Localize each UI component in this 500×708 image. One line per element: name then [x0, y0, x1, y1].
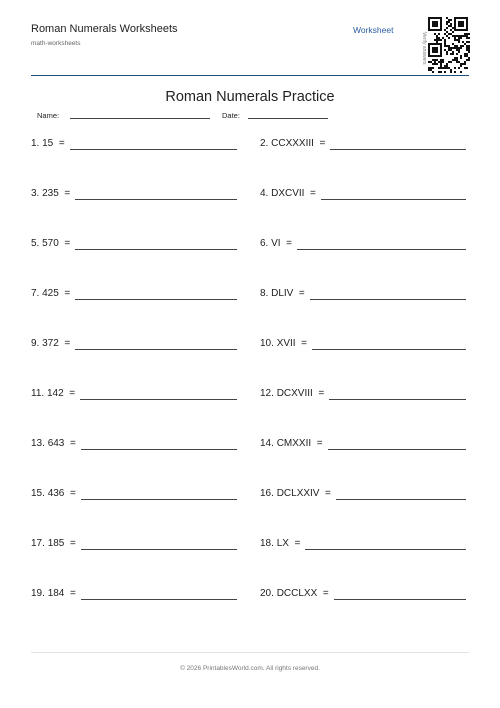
problem-prompt: LX: [276, 538, 289, 549]
problem-label: [31, 388, 75, 399]
answer-line[interactable]: [75, 299, 237, 300]
problem-number: 13.: [31, 438, 45, 449]
problem-label: [260, 438, 323, 449]
equals-sign: =: [301, 338, 307, 349]
problem-number: 17.: [31, 538, 45, 549]
qr-code-icon[interactable]: [428, 17, 470, 73]
problem-number: 8.: [260, 288, 269, 299]
answer-line[interactable]: [81, 599, 237, 600]
equals-sign: =: [64, 338, 71, 349]
answer-line[interactable]: [334, 599, 466, 600]
problem-prompt: DCXVIII: [276, 388, 313, 399]
equals-sign: =: [319, 138, 326, 149]
problem-number: 5.: [31, 238, 40, 249]
equals-sign: =: [69, 588, 76, 599]
equals-sign: =: [316, 438, 323, 449]
answer-line[interactable]: [329, 399, 466, 400]
answer-line[interactable]: [75, 199, 237, 200]
problem-label: [31, 288, 70, 299]
problem-number: 18.: [260, 538, 274, 549]
problem-label: [31, 588, 76, 599]
equals-sign: =: [294, 538, 301, 549]
answer-line[interactable]: [310, 299, 466, 300]
name-field[interactable]: [70, 118, 210, 119]
name-label: Name:: [37, 111, 60, 120]
header-title: Roman Numerals Worksheets: [31, 23, 178, 35]
problem-label: [31, 338, 70, 349]
equals-sign: =: [318, 388, 325, 399]
problem-label: [31, 188, 70, 199]
header-subtitle: math-worksheets: [31, 40, 81, 47]
equals-sign: =: [64, 188, 71, 199]
answer-line[interactable]: [75, 349, 237, 350]
equals-sign: =: [286, 238, 292, 249]
problem-prompt: DCLXXIV: [276, 488, 320, 499]
answer-line[interactable]: [80, 399, 237, 400]
problem-number: 16.: [260, 488, 274, 499]
equals-sign: =: [298, 288, 305, 299]
answer-line[interactable]: [75, 249, 237, 250]
answer-line[interactable]: [297, 249, 466, 250]
problem-number: 15.: [31, 488, 45, 499]
equals-sign: =: [325, 488, 331, 499]
equals-sign: =: [69, 388, 76, 399]
problem-prompt: 142: [46, 388, 64, 399]
problem-prompt: XVII: [276, 338, 296, 349]
problem-number: 14.: [260, 438, 274, 449]
problem-label: [260, 538, 300, 549]
answer-line[interactable]: [81, 449, 237, 450]
answer-line[interactable]: [81, 549, 237, 550]
problem-prompt: CMXXII: [276, 438, 312, 449]
problem-prompt: DXCVII: [271, 188, 305, 199]
problem-prompt: 184: [47, 588, 65, 599]
problem-label: [260, 338, 307, 349]
answer-line[interactable]: [81, 499, 237, 500]
problem-prompt: CCXXXIII: [271, 138, 314, 149]
problem-number: 3.: [31, 188, 40, 199]
problem-prompt: VI: [271, 238, 281, 249]
problem-label: [260, 288, 305, 299]
problem-prompt: 372: [42, 338, 59, 349]
worksheet-title: Roman Numerals Practice: [165, 89, 335, 105]
equals-sign: =: [310, 188, 316, 199]
answer-line[interactable]: [328, 449, 466, 450]
problem-number: 4.: [260, 188, 269, 199]
answer-line[interactable]: [305, 549, 466, 550]
answer-line[interactable]: [330, 149, 466, 150]
problem-prompt: 425: [42, 288, 59, 299]
problem-number: 1.: [31, 138, 40, 149]
footer-copyright: © 2026 PrintablesWorld.com. All rights reserved.: [180, 665, 320, 672]
equals-sign: =: [64, 288, 71, 299]
problem-label: [260, 138, 325, 149]
problem-label: [260, 488, 331, 499]
problem-label: [260, 238, 292, 249]
verify-answers-label: Verify answers: [421, 32, 427, 65]
answer-line[interactable]: [321, 199, 466, 200]
answer-line[interactable]: [70, 149, 237, 150]
date-field[interactable]: [248, 118, 328, 119]
answer-line[interactable]: [312, 349, 466, 350]
problem-number: 7.: [31, 288, 40, 299]
problem-label: [31, 138, 65, 149]
problem-number: 12.: [260, 388, 274, 399]
problem-label: [31, 438, 76, 449]
problem-label: [260, 388, 324, 399]
problem-label: [31, 488, 76, 499]
problem-prompt: 235: [42, 188, 59, 199]
equals-sign: =: [58, 138, 65, 149]
problem-prompt: 643: [47, 438, 65, 449]
equals-sign: =: [64, 238, 71, 249]
footer-divider: [31, 652, 469, 653]
worksheet-link[interactable]: Worksheet: [353, 25, 394, 35]
equals-sign: =: [322, 588, 329, 599]
problem-number: 6.: [260, 238, 269, 249]
problem-prompt: 15: [42, 138, 54, 149]
header-divider: [31, 75, 469, 76]
problem-label: [31, 238, 70, 249]
problem-prompt: 436: [47, 488, 65, 499]
answer-line[interactable]: [336, 499, 466, 500]
problem-number: 11.: [31, 388, 45, 399]
problem-prompt: DCCLXX: [276, 588, 318, 599]
problem-number: 20.: [260, 588, 274, 599]
equals-sign: =: [69, 438, 76, 449]
date-label: Date:: [222, 111, 240, 120]
problem-prompt: DLIV: [271, 288, 294, 299]
problem-label: [31, 538, 76, 549]
problem-label: [260, 588, 329, 599]
problem-prompt: 570: [42, 238, 59, 249]
problem-number: 9.: [31, 338, 40, 349]
equals-sign: =: [69, 538, 76, 549]
equals-sign: =: [69, 488, 76, 499]
problem-label: [260, 188, 316, 199]
problem-number: 19.: [31, 588, 45, 599]
problem-number: 10.: [260, 338, 274, 349]
problem-prompt: 185: [47, 538, 65, 549]
problem-number: 2.: [260, 138, 269, 149]
